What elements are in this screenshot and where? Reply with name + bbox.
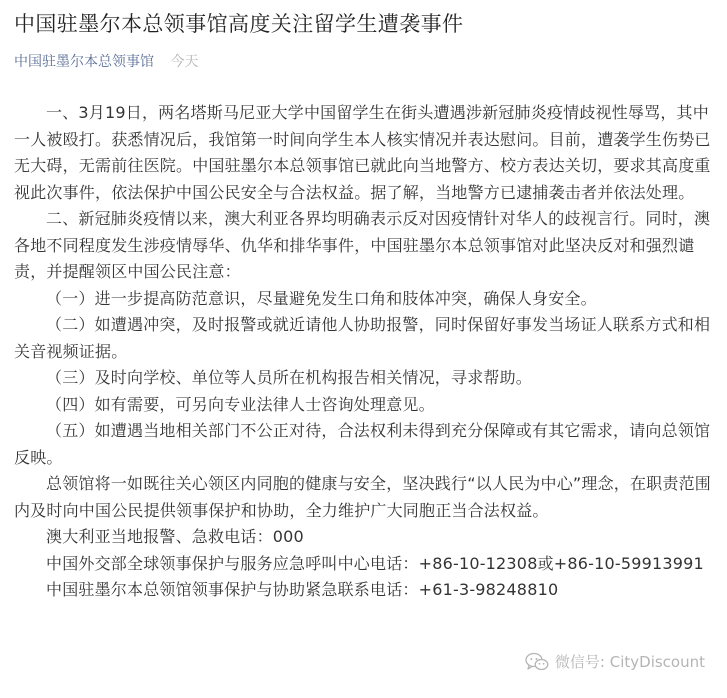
watermark [525,651,705,672]
paragraph-3: （一）进一步提高防范意识，尽量避免发生口角和肢体冲突，确保人身安全。 [46,288,597,308]
paragraph-6: （四）如有需要，可另向专业法律人士咨询处理意见。 [46,394,435,414]
paragraph-7: （五）如遭遇当地相关部门不公正对待，合法权利未得到充分保障或有其它需求，请向总领馆反映。 [14,421,711,467]
paragraph-10: 中国外交部全球领事保护与服务应急呼叫中心电话：+86-10-12308或+86-10-59913991 [46,553,704,573]
wechat-icon [525,652,549,672]
paragraph-4: （二）如遭遇冲突，及时报警或就近请他人协助报警，同时保留好事发当场证人联系方式和相关音视频证据。 [14,315,711,361]
publish-date: 今天 [170,54,199,70]
paragraph-2: 二、新冠肺炎疫情以来，澳大利亚各界均明确表示反对因疫情针对华人的歧视言行。同时，澳各地不同程度发生涉疫情辱华、仇华和排华事件，中国驻墨尔本总领事馆对此坚决反对和强烈谴责，并提醒领区中国公民注意： [14,209,711,281]
paragraph-5: （三）及时向学校、单位等人员所在机构报告相关情况，寻求帮助。 [46,368,533,387]
paragraph-8: 总领馆将一如既往关心领区内同胞的健康与安全，坚决践行“以人民为中心”理念，在职责范围内及时向中国公民提供领事保护和协助，全力维护广大同胞正当合法权益。 [14,474,711,520]
paragraph-9: 澳大利亚当地报警、急救电话：000 [46,527,304,546]
paragraph-1: 一、3月19日，两名塔斯马尼亚大学中国留学生在街头遭遇涉新冠肺炎疫情歧视性辱骂，其中一人被殴打。获悉情况后，我馆第一时间向学生本人核实情况并表达慰问。目前，遭袭学生伤势已无大碍，无需前往医院。中国驻墨尔本总领事馆已就此向当地警方、校方表达关切，要求其高度重视此次事件，依法保护中国公民安全与合法权益。据了解，当地警方已逮捕袭击者并依法处理。 [14,103,711,202]
article-title: 中国驻墨尔本总领事馆高度关注留学生遭袭事件 [14,12,464,36]
paragraph-11: 中国驻墨尔本总领馆领事保护与协助紧急联系电话：+61-3-98248810 [46,580,559,599]
article-meta [14,52,198,72]
account-name-link[interactable]: 中国驻墨尔本总领事馆 [14,54,154,70]
watermark-text: 微信号: CityDiscount [554,653,705,671]
article-body [14,100,718,604]
